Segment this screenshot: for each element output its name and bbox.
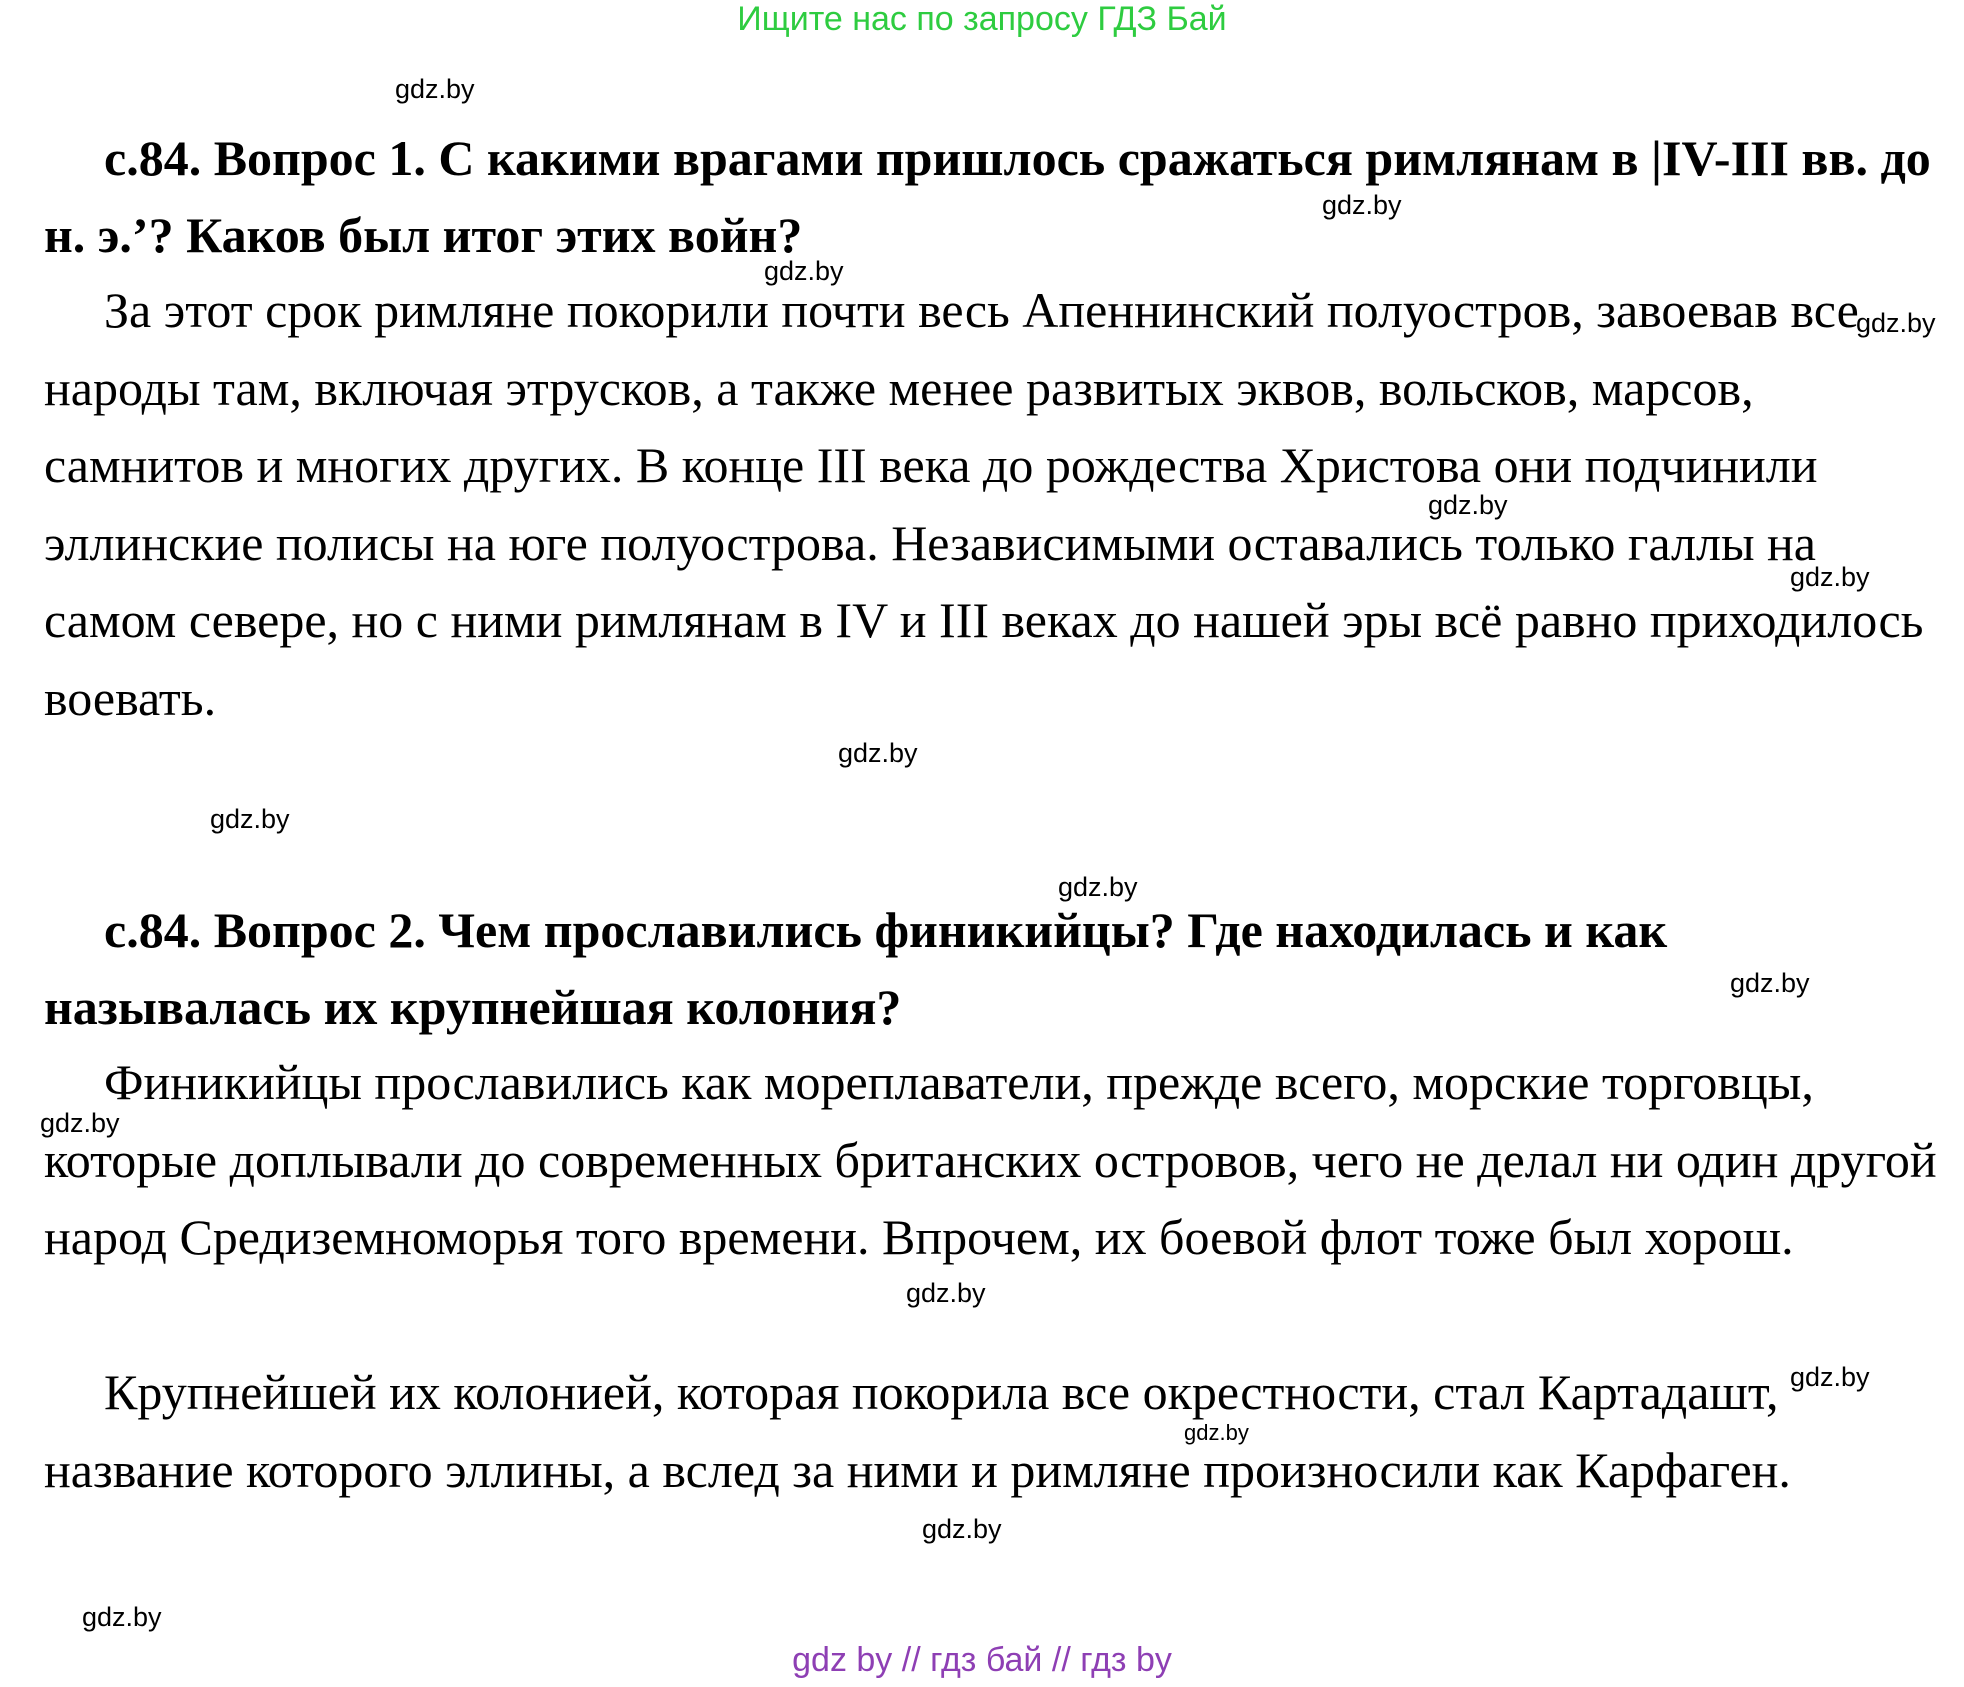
watermark: gdz.by	[40, 1108, 120, 1138]
watermark: gdz.by	[1790, 562, 1870, 592]
watermark: gdz.by	[1730, 968, 1810, 998]
question-2-heading: с.84. Вопрос 2. Чем прославились финикийцы? Где находилась и как называлась их крупнейшая колония?	[44, 902, 1668, 1035]
question-1-heading: с.84. Вопрос 1. С какими врагами пришлось сражаться римлянам в |IV-III вв. до н. э.’? Каков был итог этих войн?	[44, 130, 1931, 263]
site-banner: Ищите нас по запросу ГДЗ Бай	[737, 0, 1227, 38]
watermark: gdz.by	[210, 804, 290, 834]
watermark: gdz.by	[1058, 872, 1138, 902]
watermark: gdz.by	[1322, 190, 1402, 220]
question-1-answer: За этот срок римляне покорили почти весь Апеннинский полуостров, завоевав все народы там, включая этрусков, а также менее развитых эквов, вольсков, марсов, самнитов и многих других. В конце III века до рождества Христова они подчинили эллинские полисы на юге полуострова. Независимыми оставались только галлы на самом севере, но с ними римлянам в IV и III веках до нашей эры всё равно приходилось воевать.	[44, 282, 1924, 726]
watermark: gdz.by	[1790, 1362, 1870, 1392]
watermark: gdz.by	[764, 256, 844, 286]
question-2-answer-1: Финикийцы прославились как мореплаватели, прежде всего, морские торговцы, которые доплывали до современных британских островов, чего не делал ни один другой народ Средиземноморья того времени. Впрочем, их боевой флот тоже был хорош.	[44, 1054, 1937, 1265]
watermark: gdz.by	[838, 738, 918, 768]
watermark: gdz.by	[395, 74, 475, 104]
watermark: gdz.by	[82, 1602, 162, 1632]
site-footer: gdz by // гдз бай // гдз by	[792, 1641, 1172, 1679]
watermark: gdz.by	[922, 1514, 1002, 1544]
question-2-answer-2: Крупнейшей их колонией, которая покорила все окрестности, стал Картадашт, название которого эллины, а вслед за ними и римляне произносили как Карфаген.	[44, 1364, 1791, 1498]
watermark: gdz.by	[1856, 308, 1936, 338]
watermark: gdz.by	[1428, 490, 1508, 520]
watermark: gdz.by	[906, 1278, 986, 1308]
watermark: gdz.by	[1184, 1420, 1249, 1445]
